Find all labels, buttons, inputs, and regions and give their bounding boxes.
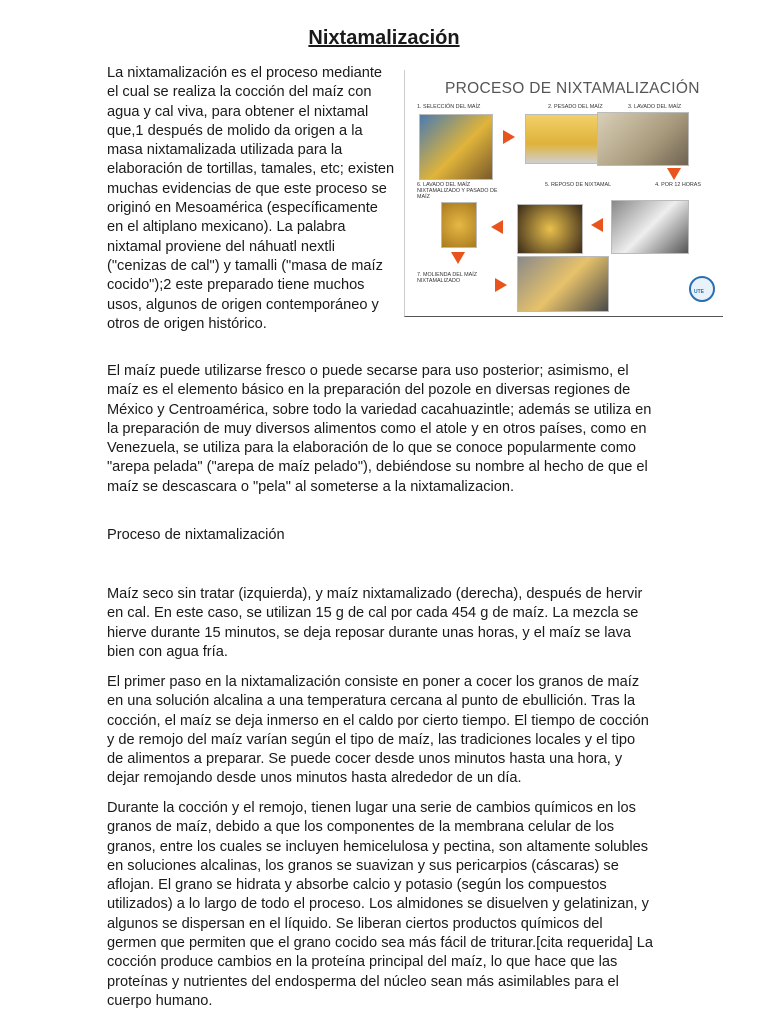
step-2-label: 2. PESADO DEL MAÍZ bbox=[548, 104, 603, 110]
arrow-right-icon bbox=[495, 278, 507, 292]
paragraph-first-step: El primer paso en la nixtamalización consiste en poner a cocer los granos de maíz en una solución alcalina a una temperatura cercana al punto de ebullición. Tras la cocción, el maíz se deja inmerso en el caldo por cierto tiempo. El tiempo de cocción y de remojo del maíz varían según el tipo de maíz, las tradiciones locales y el tipo de alimentos a preparar. Se puede cocer desde unos minutos hasta una hora, y dejar remojando desde unos minutos hasta alrededor de un día. bbox=[107, 674, 649, 787]
arrow-right-icon bbox=[503, 130, 515, 144]
step-5-photo bbox=[517, 204, 583, 254]
step-3-photo bbox=[597, 112, 689, 166]
step-4-photo bbox=[611, 200, 689, 254]
paragraph-chemistry: Durante la cocción y el remojo, tienen lugar una serie de cambios químicos en los granos de maíz, debido a que los componentes de la membrana celular de los granos, entre los cuales se incluyen hemicelulosa y pectina, son altamente solubles en soluciones alcalinas, los granos se suavizan y sus pericarpios (cáscaras) se aflojan. El grano se hidrata y absorbe calcio y potasio (según los compuestos utilizados) a lo largo de todo el proceso. Los almidones se disuelven y gelatinizan, y algunos se dispersan en el líquido. Se liberan ciertos productos químicos del germen que permiten que el grano cocido sea más fácil de triturar.[cita requerida] La cocción produce cambios en la proteína principal del maíz, lo que hace que las proteínas y nutrientes del endosperma del núcleo sean más asimilables para el cuerpo humano. bbox=[107, 800, 653, 1009]
step-1-label: 1. SELECCIÓN DEL MAÍZ bbox=[417, 104, 481, 110]
figure-caption-heading: Proceso de nixtamalización bbox=[107, 527, 285, 543]
paragraph-uses: El maíz puede utilizarse fresco o puede secarse para uso posterior; asimismo, el maíz es el elemento básico en la preparación del pozole en diversas regiones de México y Centroamérica, sobre todo la variedad cacahuazintle; además se utiliza en la preparación de muy diversos alimentos como el atole y en otros países, como en Venezuela, se utiliza para la elaboración de lo que se conoce popularmente como "arepa pelada" ("arepa de maíz pelado"), debiéndose su nombre al hecho de que el maíz se descascara o "pela" al someterse a la nixtamalizacion. bbox=[107, 363, 652, 495]
step-6-photo bbox=[441, 202, 477, 248]
step-4-label: 4. POR 12 HORAS bbox=[655, 182, 701, 188]
arrow-left-icon bbox=[591, 218, 603, 232]
process-figure bbox=[404, 70, 723, 317]
figure-title: PROCESO DE NIXTAMALIZACIÓN bbox=[445, 80, 700, 97]
step-1-photo bbox=[419, 114, 493, 180]
arrow-left-icon bbox=[491, 220, 503, 234]
paragraph-dry-corn: Maíz seco sin tratar (izquierda), y maíz nixtamalizado (derecha), después de hervir en cal. En este caso, se utilizan 15 g de cal por cada 454 g de maíz. La mezcla se hierve durante 15 minutos, se deja reposar durante unas horas, y el maíz se lava bien con agua fría. bbox=[107, 586, 643, 660]
step-3-label: 3. LAVADO DEL MAÍZ bbox=[628, 104, 682, 110]
step-6-label: 6. LAVADO DEL MAÍZ NIXTAMALIZADO Y PASADO DE MAÍZ bbox=[417, 182, 498, 200]
arrow-down-icon bbox=[451, 252, 465, 264]
step-2-photo bbox=[525, 114, 605, 164]
arrow-down-icon bbox=[667, 168, 681, 180]
logo-text: UTE bbox=[694, 289, 704, 295]
page-title: Nixtamalización bbox=[308, 27, 460, 49]
step-7-label: 7. MOLIENDA DEL MAÍZ NIXTAMALIZADO bbox=[417, 272, 478, 284]
ute-logo bbox=[689, 276, 715, 302]
intro-paragraph: La nixtamalización es el proceso mediante el cual se realiza la cocción del maíz con agua y cal viva, para obtener el nixtamal que,1 después de molido da origen a la masa nixtamalizada utilizada para la elaboración de tortillas, tamales, etc; existen muchas evidencias de que este proceso se originó en Mesoamérica (específicamente en el altiplano mexicano). La palabra nixtamal proviene del náhuatl nextli ("cenizas de cal") y tamalli ("masa de maíz cocido");2 este preparado tiene muchos usos, algunos de origen contemporáneo y otros de origen histórico. bbox=[107, 65, 395, 332]
step-5-label: 5. REPOSO DE NIXTAMAL bbox=[545, 182, 612, 188]
step-7-photo bbox=[517, 256, 609, 312]
